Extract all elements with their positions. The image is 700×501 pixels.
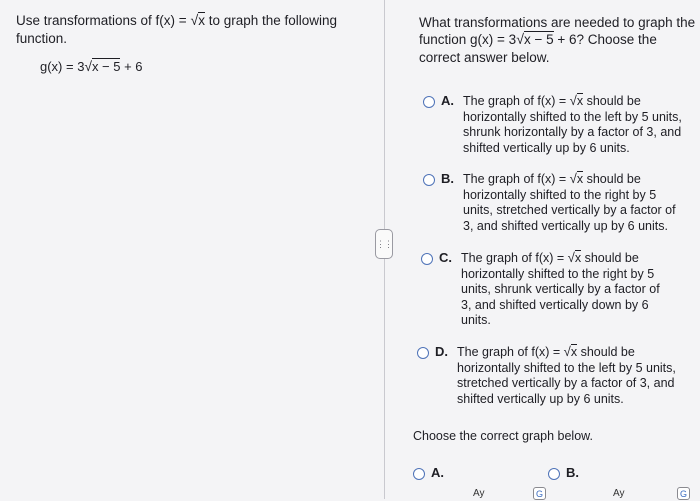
radicand: x — [576, 94, 584, 108]
sqrt-expression — [568, 250, 581, 267]
given-function — [40, 59, 143, 74]
graph-tool-icon[interactable]: G — [533, 487, 546, 500]
option-b[interactable] — [423, 171, 685, 234]
sqrt-expression — [564, 344, 577, 361]
radio-icon[interactable] — [548, 468, 560, 480]
y-axis-label: Ay — [613, 488, 625, 499]
choose-graph-prompt: Choose the correct graph below. — [413, 429, 593, 443]
option-letter: A. — [441, 93, 454, 108]
option-text — [463, 171, 685, 234]
radio-icon[interactable] — [417, 347, 429, 359]
option-text — [463, 93, 685, 156]
option-text — [457, 344, 679, 407]
radical-sign: √ — [516, 32, 524, 48]
option-letter: B. — [441, 171, 454, 186]
graph-option-a[interactable] — [413, 465, 444, 480]
question-text — [419, 14, 699, 66]
radical-sign: √ — [567, 250, 575, 265]
option-suffix: should be horizontally shifted to the left by 5 units, stretched vertically by a factor of 3, and shifted vertically up by 6 units. — [457, 345, 676, 406]
right-pane — [385, 0, 700, 499]
option-a[interactable] — [423, 93, 685, 156]
graph-option-b[interactable] — [548, 465, 579, 480]
sqrt-expression — [190, 12, 205, 30]
option-prefix: The graph of f(x) = — [461, 251, 568, 265]
option-prefix: The graph of f(x) = — [463, 172, 570, 186]
radical-sign: √ — [569, 171, 577, 186]
option-c[interactable] — [421, 250, 666, 329]
radio-icon[interactable] — [421, 253, 433, 265]
problem-prompt — [16, 12, 356, 47]
handle-glyph: ⋮⋮ — [376, 238, 392, 249]
prompt-suffix: to graph the following function. — [16, 13, 338, 46]
sqrt-expression — [84, 59, 120, 74]
question-prefix: What transformations are needed to graph the function g(x) = 3 — [419, 15, 696, 47]
prompt-prefix: Use transformations of f(x) = — [16, 13, 191, 28]
option-letter: C. — [439, 250, 452, 265]
question-suffix: + 6? Choose the correct answer below. — [419, 32, 657, 65]
option-suffix: should be horizontally shifted to the left by 5 units, shrunk horizontally by a factor of 3, and shifted vertically up by 6 units. — [463, 94, 682, 155]
radicand: x − 5 — [91, 59, 121, 74]
radicand: x — [574, 251, 582, 265]
radicand: x − 5 — [523, 32, 554, 47]
y-axis-label: Ay — [473, 488, 485, 499]
radical-sign: √ — [84, 59, 92, 74]
radio-icon[interactable] — [423, 96, 435, 108]
sqrt-expression — [570, 93, 583, 110]
given-suffix: + 6 — [120, 59, 143, 74]
radicand: x — [198, 13, 205, 28]
radical-sign: √ — [190, 13, 199, 29]
radical-sign: √ — [569, 93, 577, 108]
sqrt-expression — [570, 171, 583, 188]
option-prefix: The graph of f(x) = — [463, 94, 570, 108]
graph-tool-icon[interactable]: G — [677, 487, 690, 500]
option-d[interactable] — [417, 344, 679, 407]
option-letter: D. — [435, 344, 448, 359]
radicand: x — [576, 172, 584, 186]
given-prefix: g(x) = 3 — [40, 59, 85, 74]
option-suffix: should be horizontally shifted to the right by 5 units, stretched vertically by a factor of 3, and shifted vertically up by 6 units. — [463, 172, 676, 233]
option-prefix: The graph of f(x) = — [457, 345, 564, 359]
option-suffix: should be horizontally shifted to the right by 5 units, shrunk vertically by a factor of 3, and shifted vertically down by 6 units. — [461, 251, 660, 327]
radicand: x — [570, 345, 578, 359]
option-text — [461, 250, 666, 329]
option-letter: A. — [431, 465, 444, 480]
option-letter: B. — [566, 465, 579, 480]
radio-icon[interactable] — [423, 174, 435, 186]
radical-sign: √ — [563, 344, 571, 359]
sqrt-expression — [516, 31, 553, 49]
radio-icon[interactable] — [413, 468, 425, 480]
